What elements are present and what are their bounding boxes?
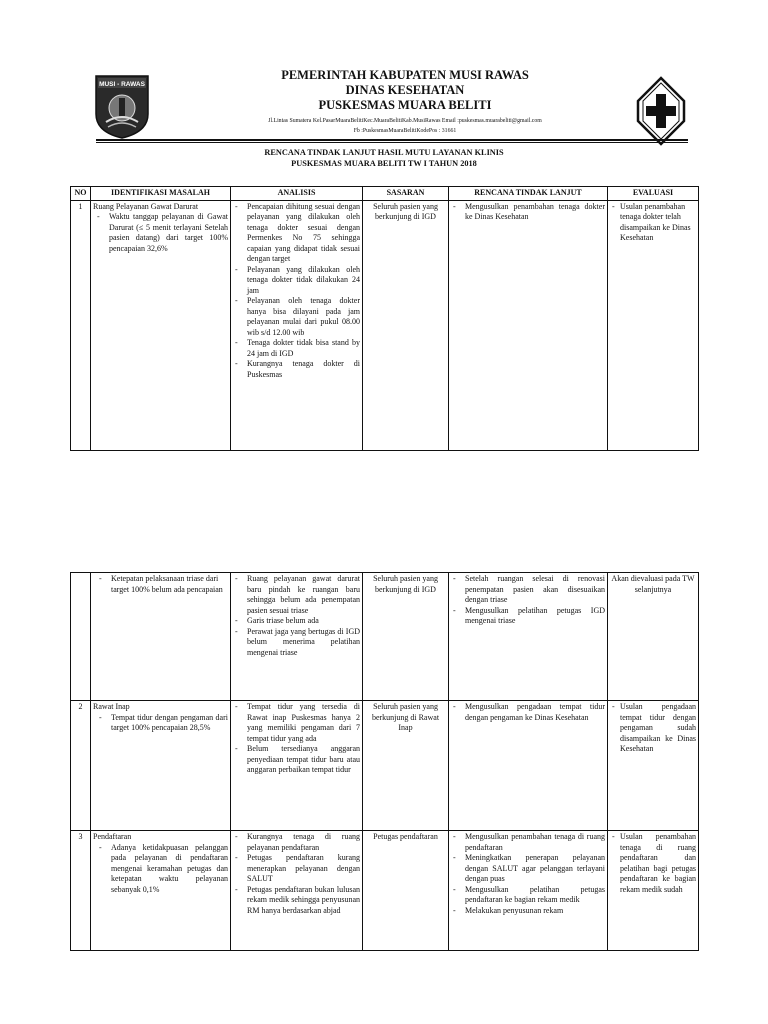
address-line: Jl.Lintas Sumatera Kel.PasarMuaraBelitiKec.MuaraBelitiKab.MusiRawas Email :puskesmas.muarabeliti@gmail.com: [268, 118, 542, 124]
plan-cell: [449, 573, 608, 701]
musi-rawas-logo: [92, 74, 152, 140]
analysis-item: - Petugas pendaftaran kurang menerapkan pelayanan dengan SALUT: [233, 853, 360, 885]
plan-item: - Mengusulkan pengadaan tempat tidur dengan pengaman ke Dinas Kesehatan: [451, 702, 605, 723]
plan-cell: [449, 200, 608, 450]
header-rule-thin: [96, 142, 688, 143]
table-row: [71, 701, 699, 831]
analysis-item: - Kurangnya tenaga dokter di Puskesmas: [233, 359, 360, 380]
plan-cell: [449, 701, 608, 831]
row-number: [71, 573, 91, 701]
problem-heading: Ruang Pelayanan Gawat Darurat: [93, 201, 199, 211]
analysis-cell: [231, 701, 363, 831]
problem-heading: Pendaftaran: [93, 832, 132, 841]
col-header-target: SASARAN: [363, 187, 449, 201]
header-rule-thick: [96, 139, 688, 141]
evaluation-cell: [608, 831, 699, 951]
document-title: [98, 148, 670, 169]
analysis-item: - Pelayanan yang dilakukan oleh tenaga dokter tidak dilakukan 24 jam: [233, 265, 360, 297]
analysis-item: - Pencapaian dihitung sesuai dengan pelayanan yang dilakukan oleh tenaga dokter sesuai dengan Permenkes No 75 sehingga capaian yang didapat tidak sesuai dengan target: [233, 202, 360, 265]
target-cell: Petugas pendaftaran: [363, 831, 449, 951]
problem-item: - Adanya ketidakpuasan pelanggan pada pelayanan di pendaftaran mengenai keramahan petugas dan ketepatan waktu pelayanan sebanyak 0,1%: [97, 843, 228, 896]
analysis-item: - Tempat tidur yang tersedia di Rawat inap Puskesmas hanya 2 yang memiliki pengaman dari 7 tempat tidur yang ada: [233, 702, 360, 744]
evaluation-item: - Usulan penambahan tenaga dokter telah disampaikan ke Dinas Kesehatan: [610, 202, 696, 244]
plan-item: - Mengusulkan pelatihan petugas IGD mengenai triase: [451, 606, 605, 627]
puskesmas-logo: [636, 76, 686, 146]
problem-item: - Tempat tidur dengan pengaman dari target 100% pencapaian 28,5%: [97, 713, 228, 734]
identification-cell: [91, 573, 231, 701]
analysis-item: - Kurangnya tenaga di ruang pelayanan pendaftaran: [233, 832, 360, 853]
follow-up-table-1: [70, 186, 699, 451]
title-line-2: PUSKESMAS MUARA BELITI TW I TAHUN 2018: [291, 158, 477, 168]
government-name: PEMERINTAH KABUPATEN MUSI RAWAS: [281, 68, 529, 82]
col-header-no: NO: [71, 187, 91, 201]
problem-item: - Ketepatan pelaksanaan triase dari target 100% belum ada pencapaian: [97, 574, 228, 595]
plan-cell: [449, 831, 608, 951]
evaluation-cell: [608, 701, 699, 831]
target-cell: Seluruh pasien yang berkunjung di Rawat Inap: [363, 701, 449, 831]
analysis-item: - Belum tersedianya anggaran penyediaan tempat tidur baru atau anggaran perbaikan tempat tidur: [233, 744, 360, 776]
problem-item: - Waktu tanggap pelayanan di Gawat Darurat (≤ 5 menit terlayani Setelah pasien datang) dari target 100% pencapaian 32,6%: [95, 212, 228, 254]
analysis-item: - Garis triase belum ada: [233, 616, 360, 627]
table-header-row: [71, 187, 699, 201]
evaluation-item: - Usulan penambahan tenaga di ruang pendaftaran dan pelatihan bagi petugas pendaftaran ke bagian rekam medik sudah: [610, 832, 696, 895]
plan-item: - Mengusulkan pelatihan petugas pendaftaran ke bagian rekam medik: [451, 885, 605, 906]
col-header-identification: IDENTIFIKASI MASALAH: [91, 187, 231, 201]
identification-cell: [91, 831, 231, 951]
letterhead: [190, 68, 620, 135]
target-cell: Seluruh pasien yang berkunjung di IGD: [363, 200, 449, 450]
problem-heading: Rawat Inap: [93, 702, 130, 711]
analysis-item: - Petugas pendaftaran bukan lulusan rekam medik sehingga penyusunan RM hanya berdasarkan abjad: [233, 885, 360, 917]
plan-item: - Mengusulkan penambahan tenaga di ruang pendaftaran: [451, 832, 605, 853]
department-name: DINAS KESEHATAN: [345, 83, 465, 97]
analysis-item: - Ruang pelayanan gawat darurat baru pindah ke ruangan baru sehingga belum ada penempatan pasien sesuai triase: [233, 574, 360, 616]
row-number: 3: [71, 831, 91, 951]
target-cell: Seluruh pasien yang berkunjung di IGD: [363, 573, 449, 701]
row-number: 2: [71, 701, 91, 831]
plan-item: - Mengusulkan penambahan tenaga dokter ke Dinas Kesehatan: [451, 202, 605, 223]
row-number: 1: [71, 200, 91, 450]
table-row: [71, 200, 699, 450]
analysis-cell: [231, 831, 363, 951]
facility-name: PUSKESMAS MUARA BELITI: [318, 98, 492, 112]
col-header-plan: RENCANA TINDAK LANJUT: [449, 187, 608, 201]
title-line-1: RENCANA TINDAK LANJUT HASIL MUTU LAYANAN KLINIS: [264, 148, 504, 157]
evaluation-cell: Akan dievaluasi pada TW selanjutnya: [608, 573, 699, 701]
col-header-analysis: ANALISIS: [231, 187, 363, 201]
analysis-cell: [231, 200, 363, 450]
analysis-cell: [231, 573, 363, 701]
analysis-item: - Perawat jaga yang bertugas di IGD belum menerima pelatihan mengenai triase: [233, 627, 360, 659]
identification-cell: [91, 701, 231, 831]
plan-item: - Melakukan penyusunan rekam: [451, 906, 605, 917]
plan-item: - Setelah ruangan selesai di renovasi penempatan pasien akan disesuaikan dengan triase: [451, 574, 605, 606]
follow-up-table-2: [70, 572, 699, 951]
table-row: [71, 573, 699, 701]
plan-item: - Meningkatkan penerapan pelayanan dengan SALUT agar pelanggan terlayani dengan puas: [451, 853, 605, 885]
analysis-item: - Tenaga dokter tidak bisa stand by 24 jam di IGD: [233, 338, 360, 359]
analysis-item: - Pelayanan oleh tenaga dokter hanya bisa dilayani pada jam pelayanan mulai dari pukul 08.00 wib s/d 12.00 wib: [233, 296, 360, 338]
table-row: [71, 831, 699, 951]
evaluation-item: - Usulan pengadaan tempat tidur dengan pengaman sudah disampaikan ke Dinas Kesehatan: [610, 702, 696, 755]
identification-cell: [91, 200, 231, 450]
evaluation-cell: [608, 200, 699, 450]
col-header-evaluation: EVALUASI: [608, 187, 699, 201]
logo-left-label: MUSI - RAWAS: [99, 81, 145, 88]
facebook-line: Fb :PuskesmasMuaraBelitiKodePos : 31661: [353, 128, 457, 134]
